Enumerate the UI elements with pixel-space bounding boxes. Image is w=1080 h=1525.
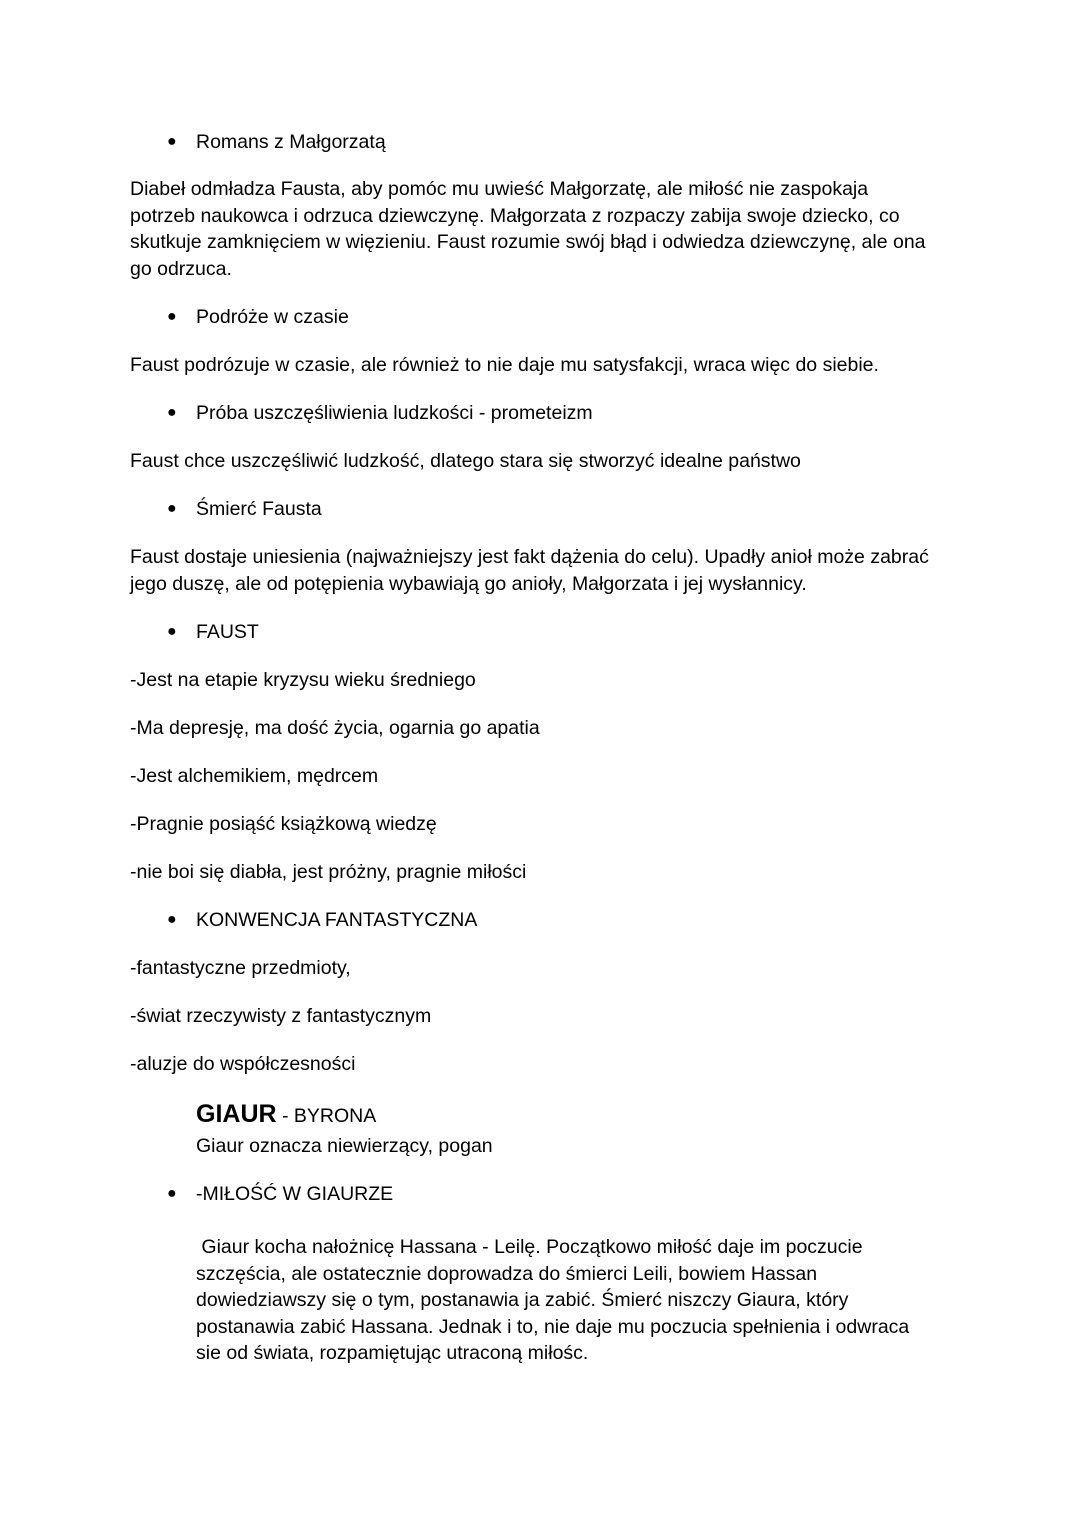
- bullet-dot-icon: ●: [167, 404, 177, 421]
- list-item: -fantastyczne przedmioty,: [130, 957, 351, 979]
- bullet-dot-icon: ●: [167, 133, 177, 150]
- paragraph: [196, 1234, 909, 1367]
- bullet-dot-icon: ●: [167, 500, 177, 517]
- paragraph-line: potrzeb naukowca i odrzuca dziewczynę. Małgorzata z rozpaczy zabija swoje dziecko, co: [130, 204, 900, 227]
- bullet-heading: [167, 619, 259, 646]
- paragraph-line: jego duszę, ale od potępienia wybawiają go anioły, Małgorzata i jej wysłannicy.: [130, 572, 807, 595]
- list-item: -Jest na etapie kryzysu wieku średniego: [130, 669, 476, 691]
- paragraph-line: Faust dostaje uniesienia (najważniejszy jest fakt dążenia do celu). Upadły anioł może zabrać: [130, 546, 929, 568]
- bullet-text: FAUST: [196, 621, 259, 643]
- paragraph-line: sie od świata, rozpamiętując utraconą miłośc.: [196, 1342, 589, 1364]
- bullet-dot-icon: ●: [167, 308, 177, 325]
- bullet-dot-icon: ●: [167, 1185, 177, 1202]
- bullet-heading: [167, 304, 349, 331]
- section-title: [196, 1101, 376, 1130]
- subtitle: Giaur oznacza niewierzący, pogan: [196, 1135, 493, 1157]
- bullet-dot-icon: ●: [167, 623, 177, 640]
- bullet-text: Podróże w czasie: [196, 306, 349, 328]
- bullet-text: Próba uszczęśliwienia ludzkości - prometeizm: [196, 402, 593, 424]
- paragraph: [130, 448, 801, 475]
- title-main: GIAUR: [196, 1100, 277, 1128]
- paragraph-line: Diabeł odmładza Fausta, aby pomóc mu uwieść Małgorzatę, ale miłość nie zaspokaja: [130, 178, 869, 200]
- bullet-heading: [167, 400, 593, 427]
- bullet-heading: [167, 1181, 394, 1208]
- paragraph-line: Giaur kocha nałożnicę Hassana - Leilę. Początkowo miłość daje im poczucie: [196, 1236, 863, 1258]
- list-item: -Ma depresję, ma dość życia, ogarnia go apatia: [130, 717, 540, 739]
- bullet-text: Romans z Małgorzatą: [196, 131, 386, 153]
- list-item: -nie boi się diabła, jest próżny, pragnie miłości: [130, 861, 527, 883]
- paragraph-line: go odrzuca.: [130, 257, 232, 280]
- bullet-dot-icon: ●: [167, 911, 177, 928]
- list-item: -świat rzeczywisty z fantastycznym: [130, 1005, 432, 1027]
- bullet-heading: [167, 907, 478, 934]
- paragraph: [130, 176, 926, 282]
- bullet-text: Śmierć Fausta: [196, 498, 322, 520]
- bullet-heading: [167, 129, 386, 156]
- list-item: -aluzje do współczesności: [130, 1053, 356, 1075]
- paragraph-line: postanawia zabić Hassana. Jednak i to, nie daje mu poczucia spełnienia i odwraca: [196, 1315, 910, 1338]
- paragraph-line: Faust chce uszczęśliwić ludzkość, dlatego stara się stworzyć idealne państwo: [130, 450, 801, 472]
- list-item: -Pragnie posiąść książkową wiedzę: [130, 813, 437, 835]
- list-item: -Jest alchemikiem, mędrcem: [130, 765, 379, 787]
- title-suffix: - BYRONA: [276, 1105, 377, 1127]
- paragraph: [130, 544, 929, 597]
- paragraph: [130, 352, 879, 379]
- bullet-text: KONWENCJA FANTASTYCZNA: [196, 909, 478, 931]
- bullet-heading: [167, 496, 322, 523]
- paragraph-line: Faust podrózuje w czasie, ale również to nie daje mu satysfakcji, wraca więc do siebie.: [130, 354, 879, 376]
- bullet-text: -MIŁOŚĆ W GIAURZE: [196, 1183, 394, 1205]
- paragraph-line: skutkuje zamknięciem w więzieniu. Faust rozumie swój błąd i odwiedza dziewczynę, ale ona: [130, 231, 926, 253]
- paragraph-line: szczęścia, ale ostatecznie doprowadza do śmierci Leili, bowiem Hassan: [196, 1262, 818, 1285]
- paragraph-line: dowiedziawszy się o tym, postanawia ja zabić. Śmierć niszczy Giaura, który: [196, 1289, 849, 1311]
